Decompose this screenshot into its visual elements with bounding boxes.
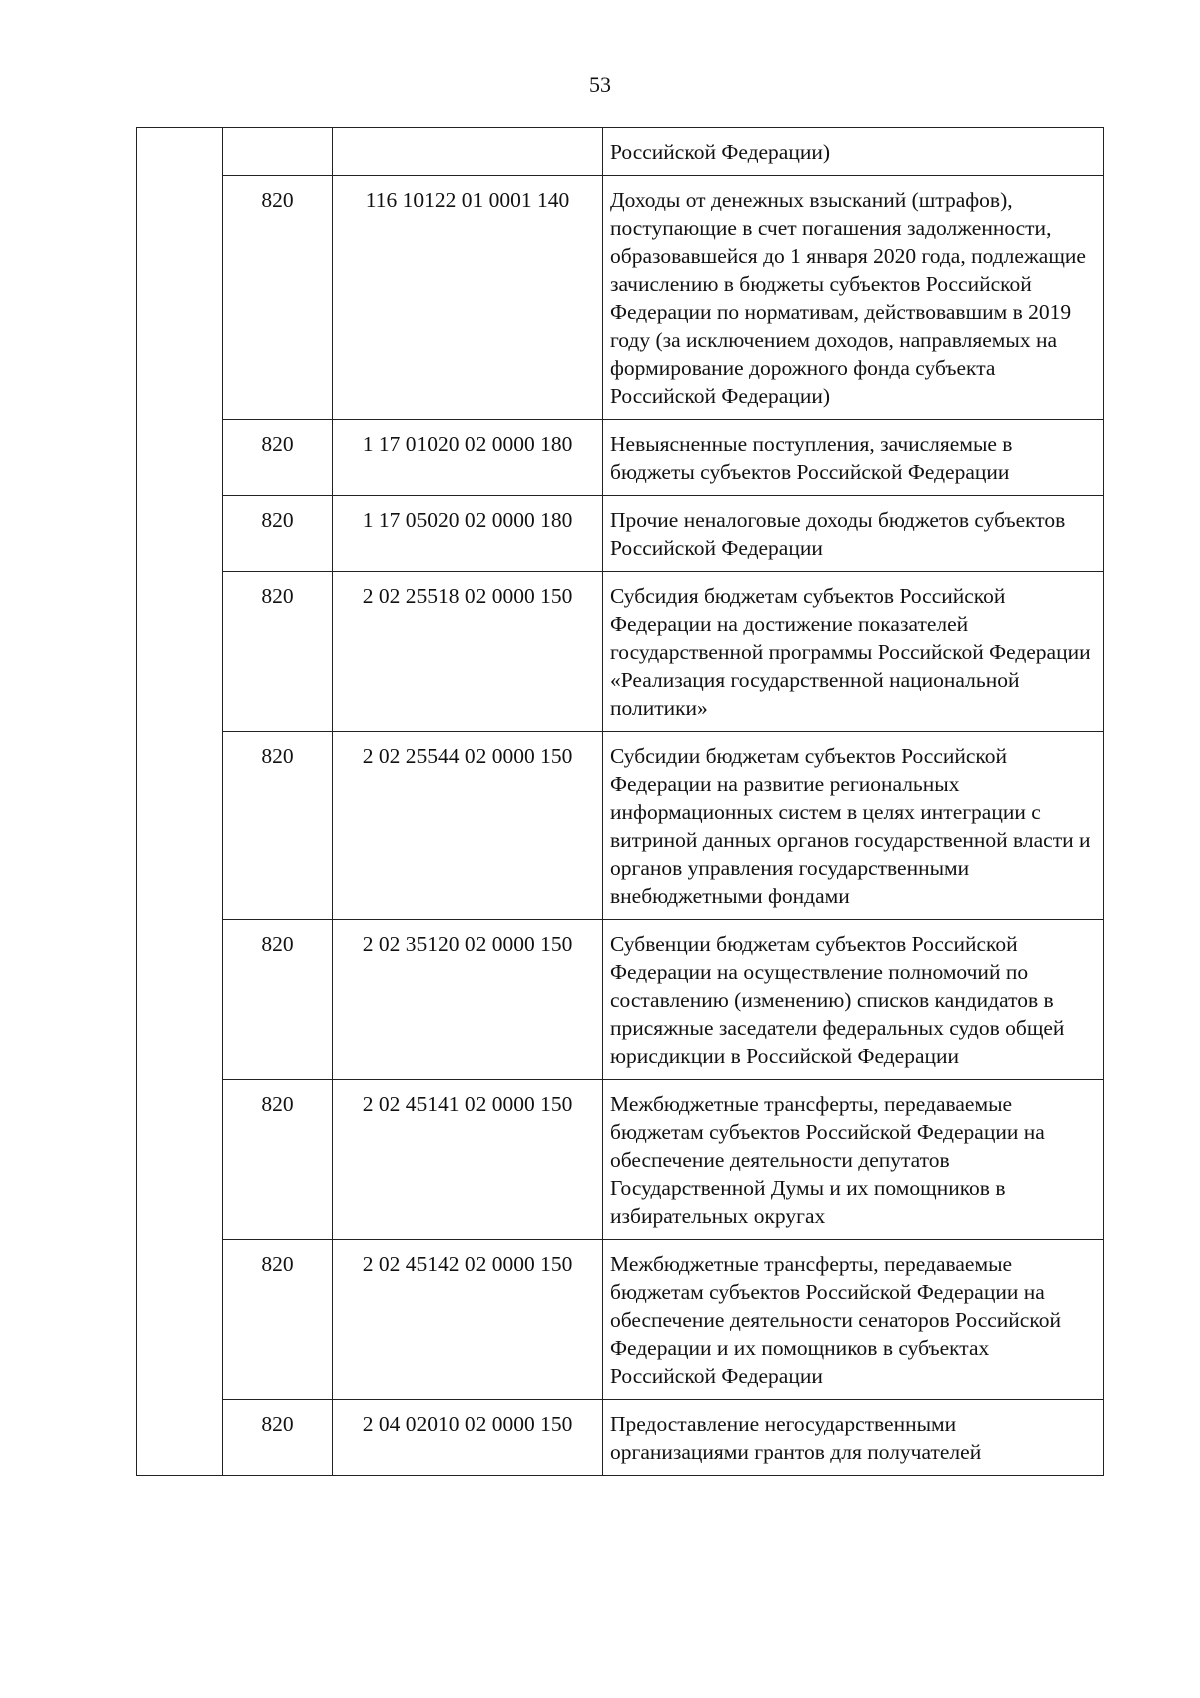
admin-code-cell: 820 — [223, 1080, 333, 1240]
budget-code-cell: 2 02 45142 02 0000 150 — [333, 1240, 603, 1400]
table-row — [137, 732, 1104, 920]
budget-code-cell: 2 04 02010 02 0000 150 — [333, 1400, 603, 1476]
budget-code-cell: 2 02 25544 02 0000 150 — [333, 732, 603, 920]
admin-code-cell: 820 — [223, 1240, 333, 1400]
budget-code-cell — [333, 128, 603, 176]
description-cell: Субсидии бюджетам субъектов Российской Федерации на развитие региональных информационных систем в целях интеграции с витриной данных органов государственной власти и органов управления государственными внебюджетными фондами — [603, 732, 1104, 920]
table-row — [137, 1400, 1104, 1476]
admin-code-cell — [223, 128, 333, 176]
budget-code-cell: 2 02 45141 02 0000 150 — [333, 1080, 603, 1240]
budget-revenue-table — [136, 127, 1104, 1476]
admin-code-cell: 820 — [223, 1400, 333, 1476]
table-row — [137, 1240, 1104, 1400]
budget-code-cell: 2 02 35120 02 0000 150 — [333, 920, 603, 1080]
page-number: 53 — [589, 72, 611, 97]
budget-code-cell: 1 17 01020 02 0000 180 — [333, 420, 603, 496]
table-row — [137, 1080, 1104, 1240]
empty-left-column — [137, 128, 223, 1476]
admin-code-cell: 820 — [223, 420, 333, 496]
budget-code-cell: 1 17 05020 02 0000 180 — [333, 496, 603, 572]
table-row — [137, 572, 1104, 732]
description-cell: Субсидия бюджетам субъектов Российской Федерации на достижение показателей государственной программы Российской Федерации «Реализация государственной национальной политики» — [603, 572, 1104, 732]
table-row — [137, 176, 1104, 420]
admin-code-cell: 820 — [223, 176, 333, 420]
admin-code-cell: 820 — [223, 572, 333, 732]
description-cell: Невыясненные поступления, зачисляемые в бюджеты субъектов Российской Федерации — [603, 420, 1104, 496]
description-cell: Прочие неналоговые доходы бюджетов субъектов Российской Федерации — [603, 496, 1104, 572]
description-cell: Межбюджетные трансферты, передаваемые бюджетам субъектов Российской Федерации на обеспечение деятельности депутатов Государственной Думы и их помощников в избирательных округах — [603, 1080, 1104, 1240]
description-cell: Предоставление негосударственными организациями грантов для получателей — [603, 1400, 1104, 1476]
table-row — [137, 920, 1104, 1080]
admin-code-cell: 820 — [223, 732, 333, 920]
admin-code-cell: 820 — [223, 920, 333, 1080]
budget-code-cell: 2 02 25518 02 0000 150 — [333, 572, 603, 732]
table-row — [137, 420, 1104, 496]
table-row — [137, 496, 1104, 572]
description-cell: Субвенции бюджетам субъектов Российской Федерации на осуществление полномочий по составлению (изменению) списков кандидатов в присяжные заседатели федеральных судов общей юрисдикции в Российской Федерации — [603, 920, 1104, 1080]
description-cell: Российской Федерации) — [603, 128, 1104, 176]
budget-code-cell: 116 10122 01 0001 140 — [333, 176, 603, 420]
table-row — [137, 128, 1104, 176]
description-cell: Межбюджетные трансферты, передаваемые бюджетам субъектов Российской Федерации на обеспечение деятельности сенаторов Российской Федерации и их помощников в субъектах Российской Федерации — [603, 1240, 1104, 1400]
admin-code-cell: 820 — [223, 496, 333, 572]
description-cell: Доходы от денежных взысканий (штрафов), поступающие в счет погашения задолженности, образовавшейся до 1 января 2020 года, подлежащие зачислению в бюджеты субъектов Российской Федерации по нормативам, действовавшим в 2019 году (за исключением доходов, направляемых на формирование дорожного фонда субъекта Российской Федерации) — [603, 176, 1104, 420]
